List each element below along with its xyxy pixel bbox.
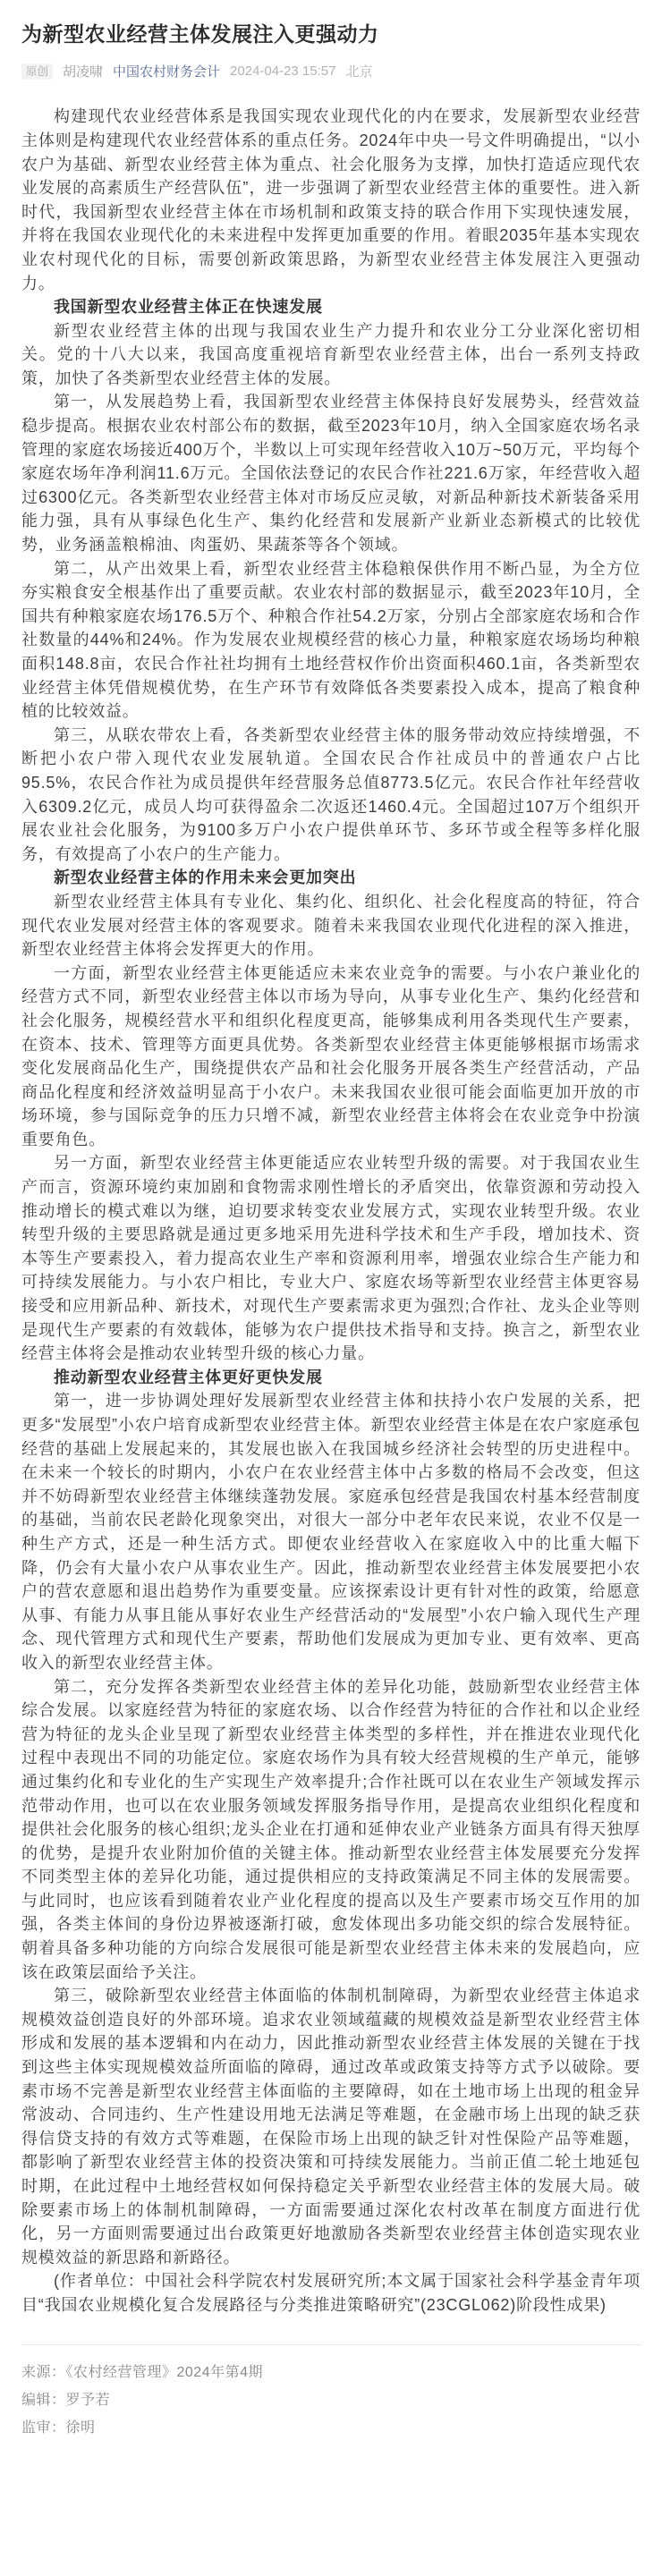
article-paragraph: 第一，进一步协调处理好发展新型农业经营主体和扶持小农户发展的关系，把更多“发展型”小农户培育成新型农业经营主体。新型农业经营主体是在农户家庭承包经营的基础上发展起来的，其发展也嵌入在我国城乡经济社会转型的历史进程中。在未来一个较长的时期内，小农户在农业经营主体中占多数的格局不会改变，但这并不妨碍新型农业经营主体继续蓬勃发展。家庭承包经营是我国农村基本经营制度的基础，当前农民老龄化现象突出，对很大一部分中老年农民来说，农业不仅是一种生产方式，还是一种生活方式。即便农业经营收入在家庭收入中的比重大幅下降，仍会有大量小农户从事农业生产。因此，推动新型农业经营主体发展要把小农户的营农意愿和退出趋势作为重要变量。应该探索设计更有针对性的政策，给愿意从事、有能力从事且能从事好农业生产经营活动的“发展型”小农户输入现代生产理念、现代管理方式和现代生产要素，帮助他们发展成为更加专业、更有效率、更高收入的新型农业经营主体。 — [21, 1392, 641, 1672]
author-name: 胡凌啸 — [63, 64, 104, 80]
section-heading: 新型农业经营主体的作用未来会更加突出 — [54, 869, 357, 887]
article-footer — [21, 2360, 641, 2442]
article-paragraph: 一方面，新型农业经营主体更能适应未来农业竞争的需要。与小农户兼业化的经营方式不同，新型农业经营主体以市场为导向，从事专业化生产、集约化经营和社会化服务，规模经营水平和组织化程度更高，能够集成利用各类现代生产要素，在资本、技术、管理等方面更具优势。各类新型农业经营主体更能够根据市场需求变化发展商品化生产，围绕提供农产品和社会化服务开展各类生产经营活动，产品商品化程度和经济效益明显高于小农户。未来我国农业很可能会面临更加开放的市场环境，参与国际竞争的压力只增不减，新型农业经营主体将会在农业竞争中扮演重要角色。 — [21, 963, 641, 1148]
footer-divider — [21, 2344, 641, 2345]
article-paragraph: 第三，从联农带农上看，各类新型农业经营主体的服务带动效应持续增强，不断把小农户带入现代农业发展轨道。全国农民合作社成员中的普通农户占比95.5%，农民合作社为成员提供年经营服务总值8773.5亿元。农民合作社年经营收入6309.2亿元，成员人均可获得盈余二次返还1460.4元。全国超过107万个组织开展农业社会化服务，为9100多万户小农户提供单环节、多环节或全程等多样化服务，有效提高了小农户的生产能力。 — [21, 725, 641, 863]
editor-line: 编辑：罗予若 — [21, 2392, 111, 2408]
article-paragraph: 第二，充分发挥各类新型农业经营主体的差异化功能，鼓励新型农业经营主体综合发展。以家庭经营为特征的家庭农场、以合作经营为特征的合作社和以企业经营为特征的龙头企业呈现了新型农业经营主体类型的多样性，并在推进农业现代化过程中表现出不同的功能定位。家庭农场作为具有较大经营规模的生产单元，能够通过集约化和专业化的生产实现生产效率提升;合作社既可以在农业生产领域发挥示范带动作用，也可以在农业服务领域发挥服务指导作用，是提高农业组织化程度和提供社会化服务的核心组织;龙头企业在打通和延伸农业产业链条方面具有得天独厚的优势，是提升农业附加价值的关键主体。推动新型农业经营主体发展要充分发挥不同类型主体的差异化功能，通过提供相应的支持政策满足不同主体的发展需要。与此同时，也应该看到随着农业产业化程度的提高以及生产要素市场交互作用的加强，各类主体间的身份边界被逐渐打破，愈发体现出多功能交织的综合发展特征。朝着具备多种功能的方向综合发展很可能是新型农业经营主体未来的发展趋向，应该在政策层面给予关注。 — [21, 1677, 641, 1981]
article-body — [21, 105, 641, 2317]
publish-location: 北京 — [345, 64, 373, 80]
article-paragraph: 新型农业经营主体的出现与我国农业生产力提升和农业分工分业深化密切相关。党的十八大以来，我国高度重视培育新型农业经营主体，出台一系列支持政策，加快了各类新型农业经营主体的发展。 — [21, 321, 641, 387]
account-name-link[interactable]: 中国农村财务会计 — [113, 64, 221, 80]
article-paragraph: (作者单位：中国社会科学院农村发展研究所;本文属于国家社会科学基金青年项目“我国农业规模化复合发展路径与分类推进策略研究”(23CGL062)阶段性成果) — [21, 2272, 641, 2314]
article-paragraph: 第二，从产出效果上看，新型农业经营主体稳粮保供作用不断凸显，为全方位夯实粮食安全根基作出了重要贡献。农业农村部的数据显示，截至2023年10月，全国共有种粮家庭农场176.5万个、种粮合作社54.2万家，分别占全部家庭农场和合作社数量的44%和24%。作为发展农业规模经营的核心力量，种粮家庭农场场均种粮面积148.8亩，农民合作社社均拥有土地经营权作价出资面积460.1亩，各类新型农业经营主体凭借规模优势，在生产环节有效降低各类要素投入成本，提高了粮食种植的比较效益。 — [21, 559, 641, 721]
article-paragraph: 第三，破除新型农业经营主体面临的体制机制障碍，为新型农业经营主体追求规模效益创造良好的外部环境。追求农业领域蕴藏的规模效益是新型农业经营主体形成和发展的基本逻辑和内在动力，因此推动新型农业经营主体发展的关键在于找到这些主体实现规模效益所面临的障碍，通过改革或政策支持等方式予以破除。要素市场不完善是新型农业经营主体面临的主要障碍，如在土地市场上出现的租金异常波动、合同违约、生产性建设用地无法满足等难题，在金融市场上出现的缺乏获得信贷支持的有效方式等难题，在保险市场上出现的缺乏针对性保险产品等难题，都影响了新型农业经营主体的投资决策和可持续发展能力。当前正值二轮土地延包时期，在此过程中土地经营权如何保持稳定关乎新型农业经营主体的发展大局。破除要素市场上的体制机制障碍，一方面需要通过深化农村改革在制度方面进行优化，另一方面则需要通过出台政策更好地激励各类新型农业经营主体创造实现农业规模效益的新思路和新路径。 — [21, 1987, 641, 2267]
publish-datetime: 2024-04-23 15:57 — [230, 64, 336, 80]
section-heading: 推动新型农业经营主体更好更快发展 — [54, 1368, 323, 1386]
article-paragraph: 第一，从发展趋势上看，我国新型农业经营主体保持良好发展势头，经营效益稳步提高。根据农业农村部公布的数据，截至2023年10月，纳入全国家庭农场名录管理的家庭农场接近400万个，半数以上可实现年经营收入10万~50万元，平均每个家庭农场年净利润11.6万元。全国依法登记的农民合作社221.6万家，年经营收入超过6300亿元。各类新型农业经营主体对市场反应灵敏，对新品种新技术新装备采用能力强，具有从事绿色化生产、集约化经营和发展新产业新业态新模式的比较优势，业务涵盖粮棉油、肉蛋奶、果蔬茶等各个领域。 — [21, 393, 641, 555]
article-paragraph: 新型农业经营主体具有专业化、集约化、组织化、社会化程度高的特征，符合现代农业发展对经营主体的客观要求。随着未来我国农业现代化进程的深入推进，新型农业经营主体将会发挥更大的作用。 — [21, 892, 641, 959]
article-paragraph: 另一方面，新型农业经营主体更能适应农业转型升级的需要。对于我国农业生产而言，资源环境约束加剧和食物需求刚性增长的矛盾突出，依靠资源和劳动投入推动增长的模式难以为继，迫切要求转变农业发展方式，实现农业转型升级。农业转型升级的主要思路就是通过更多地采用先进科学技术和生产手段，增加技术、资本等生产要素投入，着力提高农业生产率和资源利用率，增强农业综合生产能力和可持续发展能力。与小农户相比，专业大户、家庭农场等新型农业经营主体更容易接受和应用新品种、新技术，对现代生产要素需求更为强烈;合作社、龙头企业等则是现代生产要素的有效载体，能够为农户提供技术指导和支持。换言之，新型农业经营主体将会是推动农业转型升级的核心力量。 — [21, 1154, 641, 1363]
section-heading: 我国新型农业经营主体正在快速发展 — [54, 298, 323, 317]
reviewer-line: 监审：徐明 — [21, 2419, 96, 2436]
article-title: 为新型农业经营主体发展注入更强动力 — [21, 22, 379, 46]
original-badge: 原创 — [21, 64, 53, 80]
source-line: 来源：《农村经营管理》2024年第4期 — [21, 2364, 263, 2380]
article-meta-row — [21, 62, 641, 80]
article-paragraph: 构建现代农业经营体系是我国实现农业现代化的内在要求，发展新型农业经营主体则是构建现代农业经营体系的重点任务。2024年中央一号文件明确提出，“以小农户为基础、新型农业经营主体为重点、社会化服务为支撑，加快打造适应现代农业发展的高素质生产经营队伍”，进一步强调了新型农业经营主体的重要性。进入新时代，我国新型农业经营主体在市场机制和政策支持的联合作用下实现快速发展，并将在我国农业现代化的未来进程中发挥更加重要的作用。着眼2035年基本实现农业农村现代化的目标，需要创新政策思路，为新型农业经营主体发展注入更强动力。 — [21, 107, 641, 292]
